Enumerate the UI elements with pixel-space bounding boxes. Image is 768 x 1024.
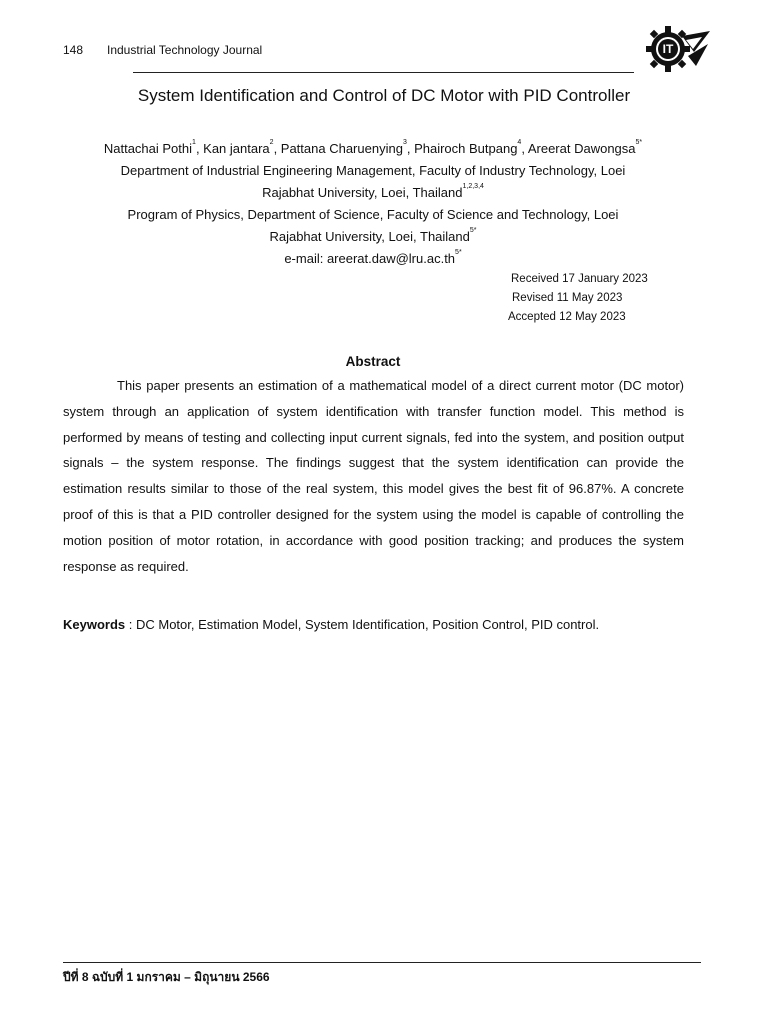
keywords-text: : DC Motor, Estimation Model, System Identification, Position Control, PID control. (125, 617, 600, 632)
abstract-heading: Abstract (345, 354, 401, 369)
affiliation-1-line-1: Department of Industrial Engineering Management, Faculty of Industry Technology, Loei (120, 163, 626, 178)
author-superscript: 5* (635, 139, 643, 146)
issue-footer: ปีที่ 8 ฉบับที่ 1 มกราคม – มิถุนายน 2566 (63, 970, 270, 984)
keywords-label: Keywords (63, 617, 126, 632)
email-superscript: 5* (455, 249, 462, 256)
affiliation-2-line-2: Rajabhat University, Loei, Thailand$^{5*}$ (269, 227, 477, 244)
abstract-text: This paper presents an estimation of a mathematical model of a direct current motor (DC motor) system through an application of system identification with transfer function model. This method is performed by means of testing and collecting input current signals, fed into the system, and position output signals – the system response. The findings suggest that the system identification can provide the estimation results similar to those of the real system, this model gives the best fit of 96.87%. A concrete proof of this is that a PID controller designed for the system using the model is capable of controlling the motion position of motor rotation, in accordance with good position tracking; and produces the system response as required. (63, 378, 684, 574)
page-number: 148 (63, 43, 84, 57)
author-list (0, 141, 746, 156)
revised-date: Revised 11 May 2023 (512, 292, 623, 304)
contact-email[interactable]: e-mail: $areerat.daw@lru.ac.th^{5*}$ (284, 249, 462, 266)
affiliation-superscript: 1,2,3,4 (462, 183, 484, 190)
author-name: Nattachai Pothi (103, 141, 193, 156)
author-name: , Kan jantara (195, 141, 270, 156)
accepted-date: Accepted 12 May 2023 (508, 311, 626, 323)
author-name: , Areerat Dawongsa (521, 141, 636, 156)
footer-divider (63, 962, 701, 963)
author-superscript: 4 (517, 139, 522, 146)
author-superscript: 3 (402, 139, 407, 146)
affiliation-superscript: 5* (469, 227, 477, 234)
author-name: , Phairoch Butpang (406, 141, 518, 156)
journal-logo (646, 22, 712, 76)
author-name: , Pattana Charuenying (273, 141, 403, 156)
logo-text: IT (662, 42, 674, 56)
affiliation-1-line-2: Rajabhat University, Loei, Thailand$^{1,2,3,4}$ (262, 183, 484, 200)
abstract-body (63, 373, 684, 579)
received-date: Received 17 January 2023 (511, 273, 648, 285)
paper-title: System Identification and Control of DC Motor with PID Controller (137, 86, 631, 105)
journal-name: Industrial Technology Journal (107, 43, 263, 57)
author-superscript: 1 (192, 139, 196, 146)
keywords-line (63, 617, 599, 632)
affiliation-2-line-1: Program of Physics, Department of Science, Faculty of Science and Technology, Loei (127, 207, 619, 222)
header-divider (133, 72, 634, 73)
author-superscript: 2 (269, 139, 274, 146)
